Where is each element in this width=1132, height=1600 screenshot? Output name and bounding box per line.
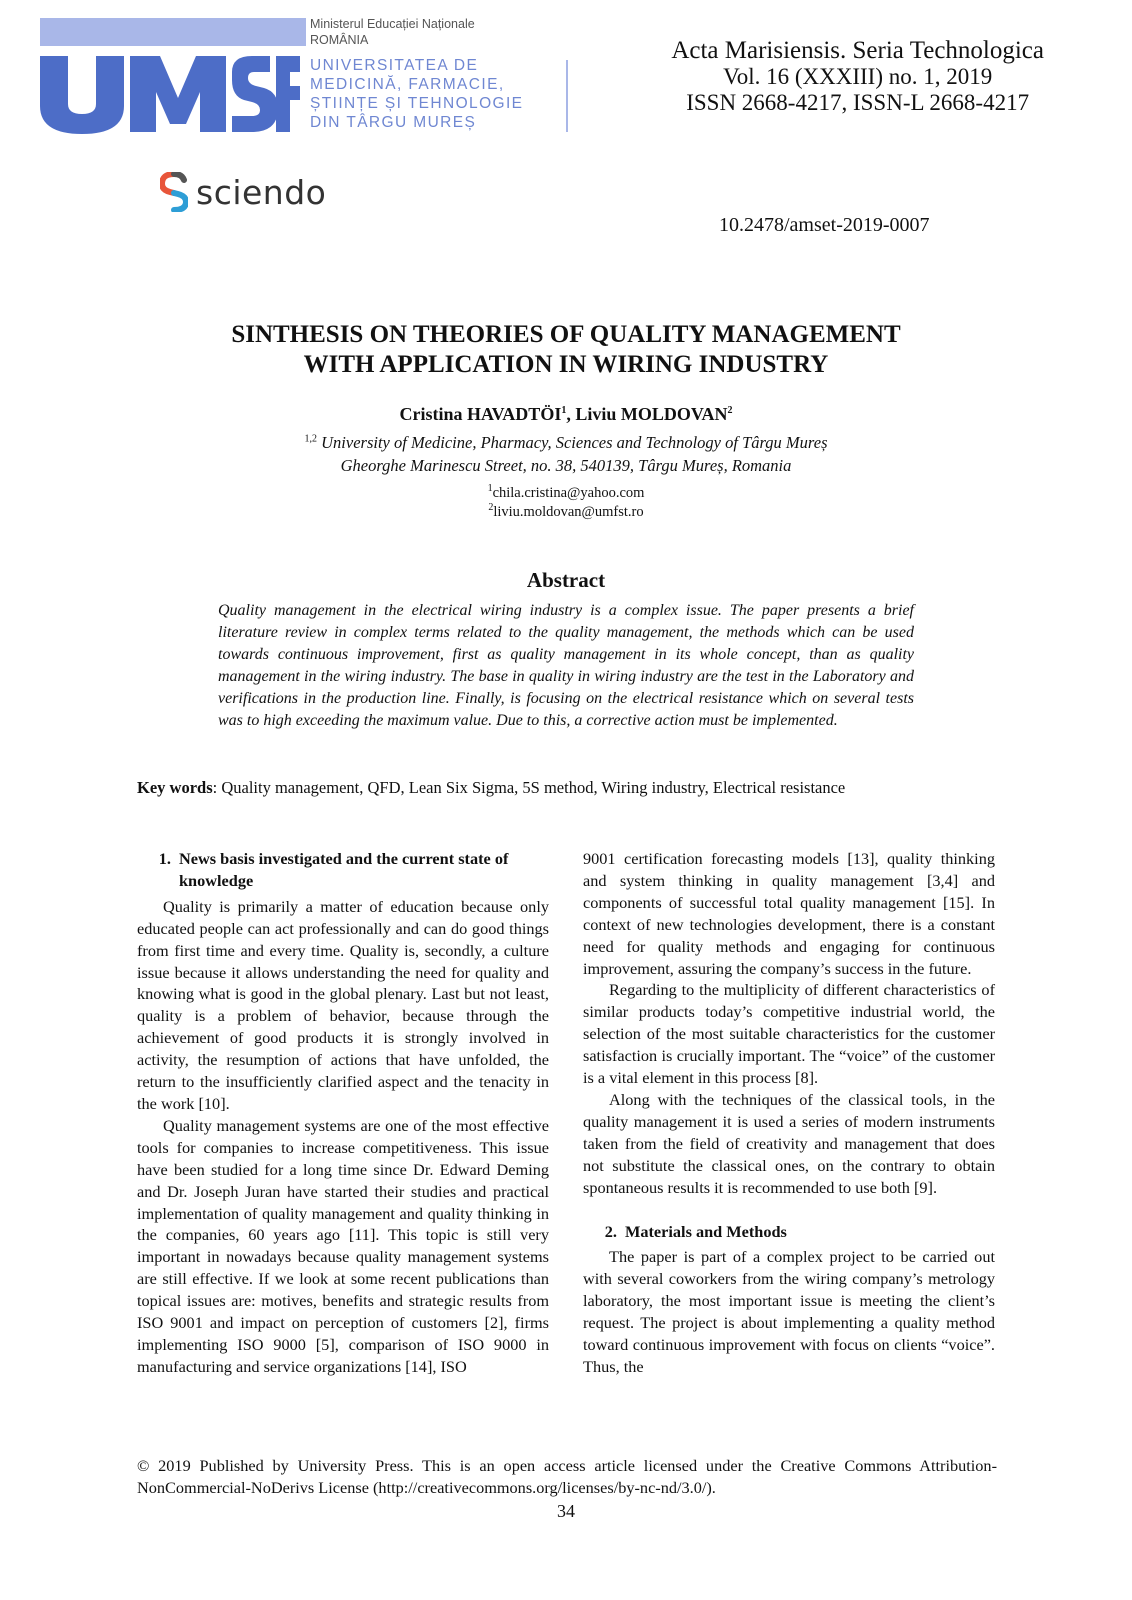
title-line-1: SINTHESIS ON THEORIES OF QUALITY MANAGEMENT <box>231 321 901 348</box>
section-1-heading <box>137 848 549 892</box>
section-2-heading <box>583 1221 995 1243</box>
authors <box>120 404 1012 425</box>
author-2-sup: 2 <box>727 405 733 416</box>
paper-title <box>120 320 1012 380</box>
author-separator: , <box>566 404 576 424</box>
section-1-number: 1. <box>158 849 171 868</box>
email-2[interactable]: liviu.moldovan@umfst.ro <box>493 504 644 520</box>
affiliation <box>120 431 1012 477</box>
section-2-title: Materials and Methods <box>625 1221 787 1241</box>
keywords <box>137 778 997 798</box>
affil-sup: 1,2 <box>304 433 317 445</box>
ministry-line-1: Ministerul Educației Naționale <box>310 17 475 31</box>
ministry-line-2: ROMÂNIA <box>310 33 369 47</box>
umf-logo <box>38 52 300 141</box>
author-1: Cristina HAVADTÖI <box>399 404 562 424</box>
university-name <box>310 56 523 132</box>
keywords-label: Key words <box>137 778 213 797</box>
section-1-paragraph-2: Quality management systems are one of the most effective tools for companies to increase competitiveness. This issue have been studied for a long time since Dr. Edward Deming and Dr. Joseph Juran have started their studies and practical implementation of quality management and quality thinking in the companies, 60 years ago [11]. This topic is still very important in nowadays because quality management systems are still effective. If we look at some recent publications than topical issues are: motives, benefits and strategic results from ISO 9001 and impact on perception of customers [2], firms implementing ISO 9000 [5], comparison of ISO 9000 in manufacturing and service organizations [14], ISO <box>137 1115 549 1376</box>
abstract-heading: Abstract <box>526 568 606 592</box>
section-1-paragraph-2-continued: 9001 certification forecasting models [13], quality thinking and system thinking in quality management [3,4] and components of successful total quality management [15]. In context of new technologies development, there is a constant need for quality methods and engaging for continuous improvement, assuring the company’s success in the future. <box>583 849 995 978</box>
journal-info <box>671 38 1044 116</box>
section-1-paragraph-3: Regarding to the multiplicity of different characteristics of similar products today’s competitive industrial world, the selection of the most suitable characteristics for the customer satisfaction is crucially important. The “voice” of the customer is a vital element in this process [8]. <box>583 980 995 1088</box>
section-2-paragraph-1: The paper is part of a complex project to be carried out with several coworkers from the wiring company’s metrology laboratory, the most important issue is meeting the client’s request. The project is about implementing a quality method toward continuous improvement with focus on clients “voice”. Thus, the <box>583 1247 995 1376</box>
abstract-text: Quality management in the electrical wiring industry is a complex issue. The paper presents a brief literature review in complex terms related to the quality management, the methods which can be used towards continuous improvement, first as quality management in its whole concept, than as quality management in the wiring industry. The base in quality in wiring industry are the test in the Laboratory and verifications in the production line. Finally, is focusing on the electrical resistance which on several tests was to high exceeding the maximum value. Due to this, a corrective action must be implemented. <box>218 602 914 729</box>
left-column <box>137 848 549 1378</box>
university-line-4: DIN TÂRGU MUREȘ <box>310 114 477 131</box>
journal-volume: Vol. 16 (XXXIII) no. 1, 2019 <box>723 64 993 89</box>
ministry-text <box>310 16 475 48</box>
author-1-sup: 1 <box>561 405 567 416</box>
email-1[interactable]: chila.cristina@yahoo.com <box>492 485 645 501</box>
section-1-paragraph-1: Quality is primarily a matter of education because only educated people can act professionally and can do good things from first time and every time. Quality is, secondly, a culture issue because it allows understanding the need for quality and knowing what is good in the global plenary. Last but not least, quality is a problem of behavior, because through the achievement of good products it is strongly involved in activity, the resumption of actions that have unfolded, the return to the insufficiently clarified aspect and the tenacity in the work [10]. <box>137 896 549 1113</box>
logo-divider <box>566 60 568 132</box>
journal-issn: ISSN 2668-4217, ISSN-L 2668-4217 <box>686 90 1030 115</box>
page-number: 34 <box>557 1501 575 1521</box>
email-1-sup: 1 <box>487 483 493 495</box>
umf-logo-icon <box>38 52 300 136</box>
license-notice: © 2019 Published by University Press. This is an open access article licensed under the Creative Commons Attribution-NonCommercial-NoDerivs License (http://creativecommons.org/licenses/by-nc-nd/3.0/). <box>137 1456 997 1497</box>
section-1-title: News basis investigated and the current state of knowledge <box>179 849 509 890</box>
emails <box>120 484 1012 522</box>
university-line-3: ȘTIINȚE ȘI TEHNOLOGIE <box>310 95 524 112</box>
doi[interactable]: 10.2478/amset-2019-0007 <box>719 214 930 236</box>
sciendo-logo <box>160 172 326 212</box>
affil-line-1: University of Medicine, Pharmacy, Sciences and Technology of Târgu Mureș <box>317 433 828 452</box>
right-column <box>583 848 995 1378</box>
author-2: Liviu MOLDOVAN <box>575 404 728 424</box>
keywords-text: : Quality management, QFD, Lean Six Sigma, 5S method, Wiring industry, Electrical resistance <box>212 778 846 797</box>
university-line-2: MEDICINĂ, FARMACIE, <box>310 76 505 93</box>
affil-line-2: Gheorghe Marinescu Street, no. 38, 540139, Târgu Mureș, Romania <box>340 456 792 475</box>
umf-logo-bar <box>40 18 306 46</box>
email-2-sup: 2 <box>488 502 494 514</box>
sciendo-icon <box>160 172 188 212</box>
section-1-paragraph-4: Along with the techniques of the classical tools, in the quality management it is used a series of modern instruments taken from the field of creativity and management that does not substitute the classical ones, on the contrary to obtain spontaneous results it is recommended to use both [9]. <box>583 1089 995 1197</box>
title-line-2: WITH APPLICATION IN WIRING INDUSTRY <box>303 351 829 378</box>
university-line-1: UNIVERSITATEA DE <box>310 57 479 74</box>
sciendo-label: sciendo <box>196 172 327 212</box>
journal-title: Acta Marisiensis. Seria Technologica <box>671 37 1044 64</box>
section-2-number: 2. <box>604 1221 617 1241</box>
